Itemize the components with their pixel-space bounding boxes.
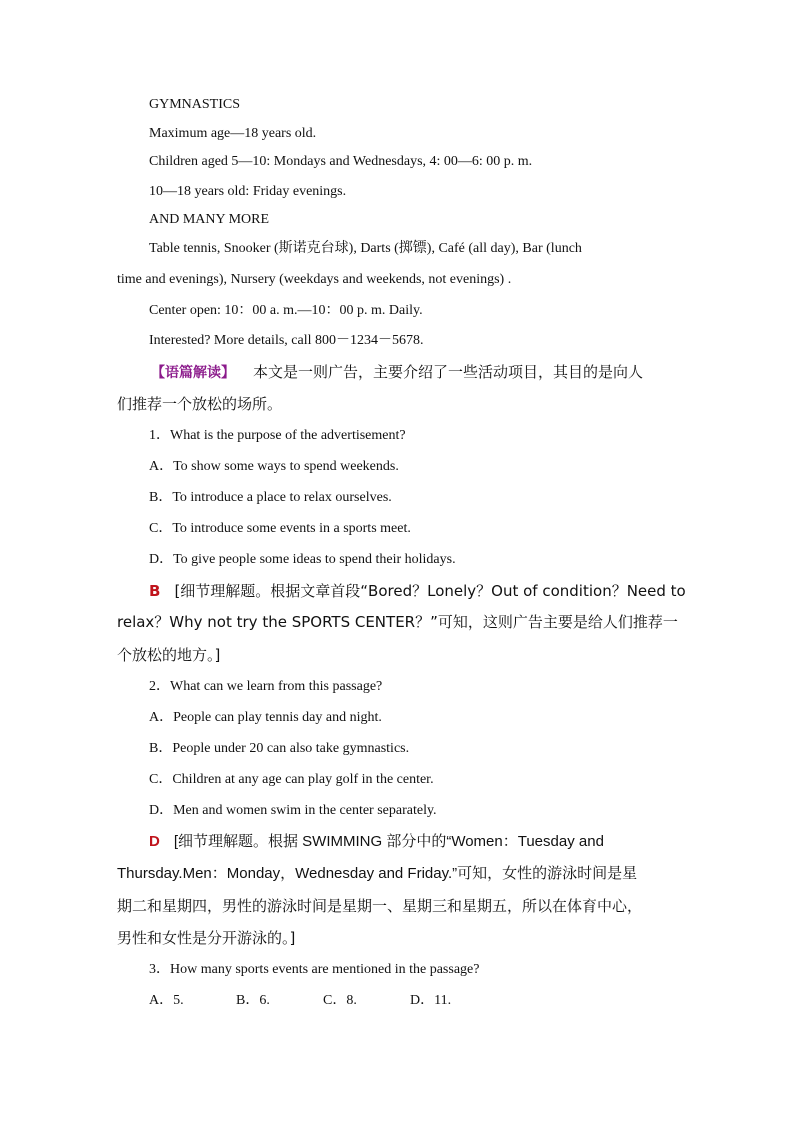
question-2-option-a: A．People can play tennis day and night.	[149, 710, 382, 725]
gymnastics-max-age: Maximum age—18 years old.	[149, 126, 317, 141]
gymnastics-teen-schedule: 10—18 years old: Friday evenings.	[149, 184, 347, 199]
gymnastics-children-schedule: Children aged 5—10: Mondays and Wednesdays, 4: 00—6: 00 p. m.	[149, 154, 533, 169]
analysis-text-1: 本文是一则广告，主要介绍了一些活动项目，其目的是向人	[253, 363, 644, 381]
question-1-explanation-line-2: relax？Why not try the SPORTS CENTER？”可知，这则广告主要是给人们推荐一	[117, 613, 678, 631]
many-more-line-2: time and evenings), Nursery (weekdays and weekends, not evenings) .	[117, 272, 512, 287]
question-1-explanation-line-3: 个放松的地方。]	[117, 646, 221, 664]
question-3-option-d: D．11.	[410, 993, 452, 1008]
question-1-option-c: C．To introduce some events in a sports meet.	[149, 521, 411, 536]
many-more-line-1: Table tennis, Snooker (斯诺克台球), Darts (掷镖), Café (all day), Bar (lunch	[149, 241, 582, 256]
question-3-option-b: B．6.	[236, 993, 270, 1008]
question-1-option-a: A．To show some ways to spend weekends.	[149, 459, 399, 474]
question-2-explanation-line-4: 男性和女性是分开游泳的。]	[117, 929, 296, 947]
gymnastics-heading: GYMNASTICS	[149, 97, 241, 112]
question-2-option-b: B．People under 20 can also take gymnastics.	[149, 741, 410, 756]
question-1-explanation-line-1	[149, 581, 686, 601]
contact-number: Interested? More details, call 800－1234－5678.	[149, 333, 424, 348]
question-2-option-c: C．Children at any age can play golf in the center.	[149, 772, 434, 787]
question-1-stem: 1．What is the purpose of the advertisement?	[149, 428, 406, 443]
question-1-answer: B	[149, 582, 161, 600]
question-2-explanation-line-2: Thursday.Men：Monday，Wednesday and Friday.”可知，女性的游泳时间是星	[117, 865, 638, 882]
question-2-explanation-text: [细节理解题。根据 SWIMMING 部分中的“Women：Tuesday and	[173, 833, 604, 850]
question-3-stem: 3．How many sports events are mentioned in the passage?	[149, 962, 480, 977]
question-1-option-b: B．To introduce a place to relax ourselves.	[149, 490, 392, 505]
question-2-explanation-line-1	[149, 832, 604, 852]
question-2-answer: D	[149, 833, 160, 850]
center-open-hours: Center open: 10：00 a. m.—10：00 p. m. Daily.	[149, 303, 423, 318]
question-1-option-d: D．To give people some ideas to spend their holidays.	[149, 552, 456, 567]
analysis-line-1	[151, 362, 643, 383]
question-2-option-d: D．Men and women swim in the center separately.	[149, 803, 437, 818]
analysis-tag: 【语篇解读】	[151, 365, 235, 381]
question-3-option-c: C．8.	[323, 993, 357, 1008]
question-3-option-a: A．5.	[149, 993, 184, 1008]
many-more-heading: AND MANY MORE	[149, 212, 270, 227]
question-1-explanation-text: [细节理解题。根据文章首段“Bored？Lonely？Out of condition？Need to	[174, 582, 686, 600]
analysis-line-2: 们推荐一个放松的场所。	[117, 395, 283, 413]
question-2-explanation-line-3: 期二和星期四，男性的游泳时间是星期一、星期三和星期五，所以在体育中心，	[117, 897, 643, 915]
question-2-stem: 2．What can we learn from this passage?	[149, 679, 383, 694]
